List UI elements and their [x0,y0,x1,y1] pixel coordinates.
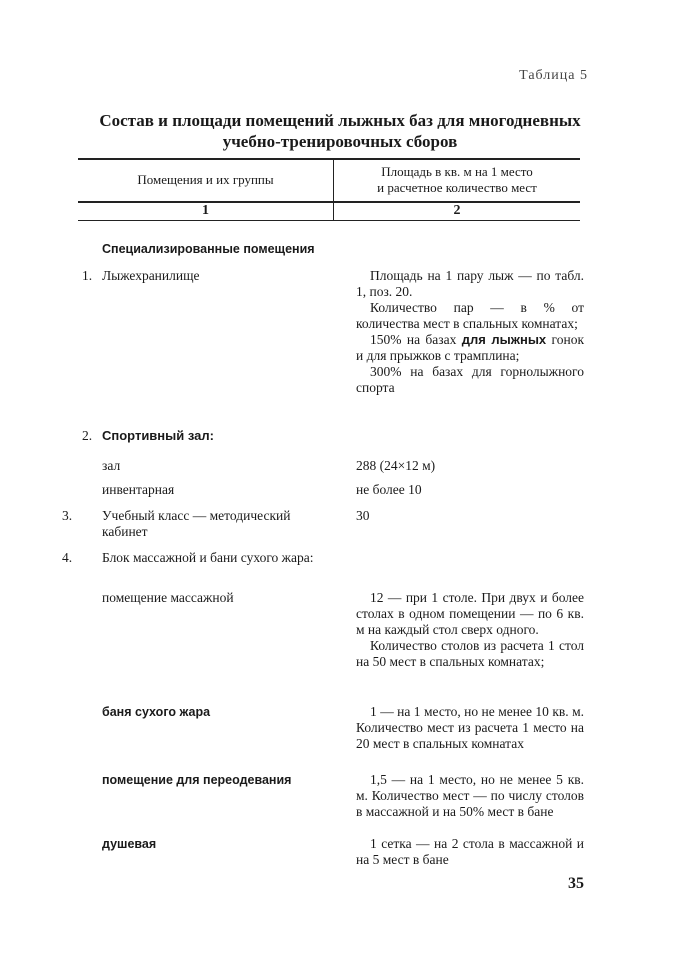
row-1-number: 1. [82,268,93,283]
row-4c-value [356,772,584,820]
row-2-label: Спортивный зал: [102,428,214,443]
table-title [70,110,610,152]
title-line-1: Состав и площади помещений лыжных баз для многодневных [99,111,581,130]
col2-header [334,164,580,196]
row-4c-name: помещение для переодевания [102,773,292,787]
number-row-rule [78,220,580,221]
row-1-text-3a: 150% на базах [370,332,462,347]
row-4-name-wrap [62,550,332,566]
title-line-2: учебно-тренировочных сборов [222,132,458,151]
col2-header-line-1: Площадь в кв. м на 1 место [381,164,533,179]
row-4d-text-1: 1 сетка — на 2 стола в массажной и на 5 мест в бане [356,836,584,867]
row-1-text-3b: для лыжных [461,332,547,347]
row-1-name [82,268,342,284]
row-1-value [356,268,584,396]
row-4a-text-1: 12 — при 1 столе. При двух и более столах в одном помещении — по 6 кв. м на каждый стол сверх одного. [356,590,584,637]
col1-header: Помещения и их группы [137,172,274,187]
col2-number: 2 [453,203,461,218]
row-3-label: Учебный класс — методический кабинет [102,508,291,539]
col2-header-line-2: и расчетное количество мест [377,180,537,195]
row-4b-name: баня сухого жара [102,705,211,719]
col1-number: 1 [202,203,209,218]
row-2b-value: не более 10 [356,482,422,497]
row-1-text-3 [356,332,584,364]
row-2-number: 2. [82,428,93,443]
row-2a-name: зал [102,458,121,473]
row-4d-value [356,836,584,868]
table-number: Таблица 5 [519,68,588,83]
row-2b-name: инвентарная [102,482,175,497]
row-4-number: 4. [62,550,73,565]
row-4d-name: душевая [102,837,157,851]
row-4b-value [356,704,584,752]
row-1-text-3c: гонок и для прыжков с трамплина; [356,332,585,363]
row-3-value: 30 [356,508,370,523]
row-4a-name: помещение массажной [102,590,234,605]
row-4a-value [356,590,584,670]
row-4-label: Блок массажной и бани сухого жара: [102,550,314,565]
row-1-text-1: Площадь на 1 пару лыж — по табл. 1, поз. 20. [356,268,584,299]
row-3-name [62,508,332,540]
row-3-name-wrap [62,508,332,540]
section-title: Специализированные помещения [102,242,315,256]
row-4b-text-1: 1 — на 1 место, но не менее 10 кв. м. Количество мест из расчета 1 место на 20 мест в спальных комнатах [356,704,584,751]
table-top-rule [78,158,580,160]
row-1-label: Лыжехранилище [102,268,200,283]
page-number: 35 [568,875,584,892]
row-2-name [82,428,342,444]
row-2a-value: 288 (24×12 м) [356,458,436,473]
row-3-number: 3. [62,508,73,523]
row-4-name [62,550,332,566]
row-4a-text-2: Количество столов из расчета 1 стол на 50 мест в спальных комнатах; [356,638,584,669]
row-1-text-2: Количество пар — в % от количества мест в спальных комнатах; [356,300,584,331]
row-4c-text-1: 1,5 — на 1 место, но не менее 5 кв. м. Количество мест — по числу столов в массажной и на 50% мест в бане [356,772,584,819]
row-1-text-4: 300% на базах для горнолыжного спорта [356,364,584,395]
